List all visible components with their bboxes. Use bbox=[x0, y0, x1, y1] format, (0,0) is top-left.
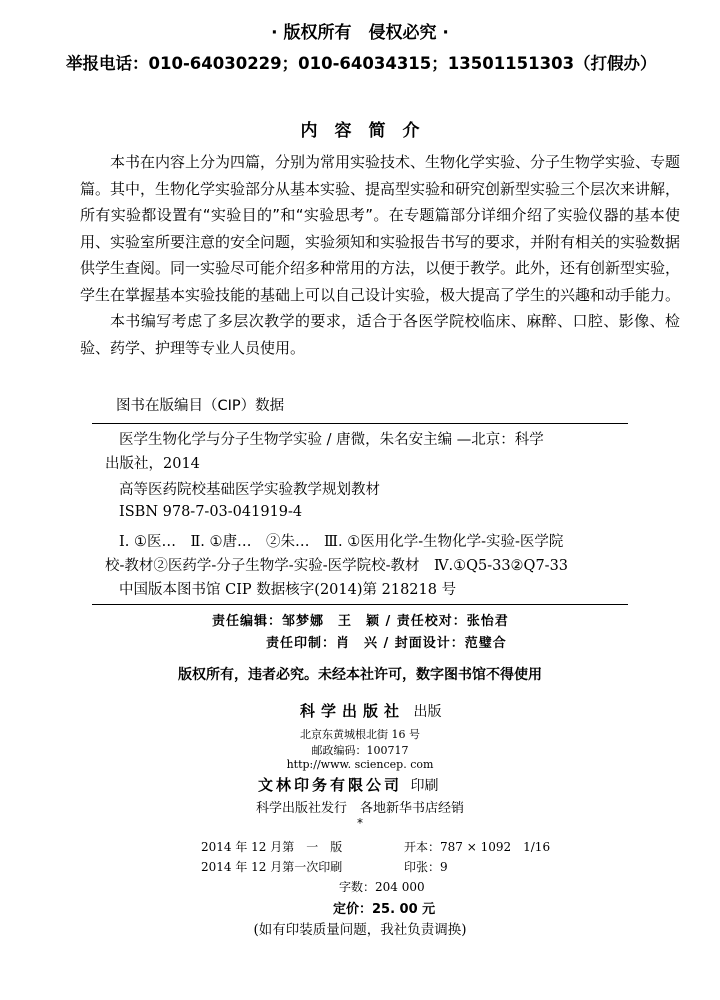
publish-action: 出版 bbox=[413, 704, 442, 720]
cip-number: 中国版本图书馆 CIP 数据核字(2014)第 218218 号 bbox=[119, 582, 457, 598]
publisher-postcode: 邮政编码：100717 bbox=[311, 744, 409, 757]
summary-paragraph-2: 本书编写考虑了多层次教学的要求，适合于各医学院校临床、麻醉、口腔、影像、检验、药学、护理等专业人员使用。 bbox=[80, 312, 680, 357]
cip-line-1: 医学生物化学与分子生物学实验 / 唐微，朱名安主编 —北京：科学 bbox=[119, 432, 544, 448]
price: 定价：25. 00 元 bbox=[333, 902, 436, 917]
cip-line-5: Ⅰ. ①医… Ⅱ. ①唐… ②朱… Ⅲ. ①医用化学-生物化学-实验-医学院 bbox=[119, 534, 564, 550]
separator-star: * bbox=[357, 816, 363, 830]
first-edition: 2014 年 12 月第 一 版 bbox=[201, 840, 343, 854]
cip-line-3: 高等医药院校基础医学实验教学规划教材 bbox=[119, 482, 380, 498]
rights-notice: 版权所有，违者必究。未经本社许可，数字图书馆不得使用 bbox=[178, 667, 542, 683]
cip-line-6: 校-教材②医药学-分子生物学-实验-医学院校-教材 Ⅳ.①Q5-33②Q7-33 bbox=[105, 558, 569, 574]
report-hotline: 举报电话：010-64030229；010-64034315；13501151303（打假办） bbox=[66, 54, 657, 73]
cip-heading: 图书在版编目（CIP）数据 bbox=[116, 398, 285, 414]
printer-line bbox=[258, 774, 438, 795]
cip-top-rule bbox=[92, 423, 628, 424]
publisher-address: 北京东黄城根北街 16 号 bbox=[300, 728, 420, 741]
word-count: 字数：204 000 bbox=[339, 880, 425, 894]
summary-title: 内 容 简 介 bbox=[300, 121, 420, 141]
cip-line-2: 出版社，2014 bbox=[105, 456, 200, 472]
quality-note: (如有印装质量问题，我社负责调换) bbox=[253, 922, 467, 938]
publisher-logo-text: 科学出版社 bbox=[300, 702, 406, 720]
first-printing: 2014 年 12 月第一次印刷 bbox=[201, 860, 343, 874]
cip-bottom-rule bbox=[92, 604, 628, 605]
credits-editors: 责任编辑：邹梦娜 王 颖 / 责任校对：张怡君 bbox=[212, 614, 509, 629]
copyright-notice: · 版权所有 侵权必究 · bbox=[271, 23, 449, 43]
publisher-line bbox=[300, 700, 441, 721]
credits-production: 责任印制：肖 兴 / 封面设计：范璧合 bbox=[266, 636, 507, 651]
print-action: 印刷 bbox=[410, 778, 439, 794]
cip-isbn: ISBN 978-7-03-041919-4 bbox=[119, 504, 303, 520]
distribution-line: 科学出版社发行 各地新华书店经销 bbox=[255, 801, 464, 816]
summary-paragraph-1: 本书在内容上分为四篇，分别为常用实验技术、生物化学实验、分子生物学实验、专题篇。其中，生物化学实验部分从基本实验、提高型实验和研究创新型实验三个层次来讲解，所有实验都设置有“实验目的”和“实验思考”。在专题篇部分详细介绍了实验仪器的基本使用、实验室所要注意的安全问题，实验须知和实验报告书写的要求，并附有相关的实验数据供学生查阅。同一实验尽可能介绍多种常用的方法，以便于教学。此外，还有创新型实验，学生在掌握基本实验技能的基础上可以自己设计实验，极大提高了学生的兴趣和动手能力。 bbox=[80, 153, 681, 304]
print-sheets: 印张：9 bbox=[404, 860, 448, 874]
printer-logo-text: 文林印务有限公司 bbox=[258, 776, 403, 794]
book-format: 开本：787 × 1092 1/16 bbox=[404, 840, 551, 854]
publisher-website: http://www. sciencep. com bbox=[286, 758, 434, 771]
